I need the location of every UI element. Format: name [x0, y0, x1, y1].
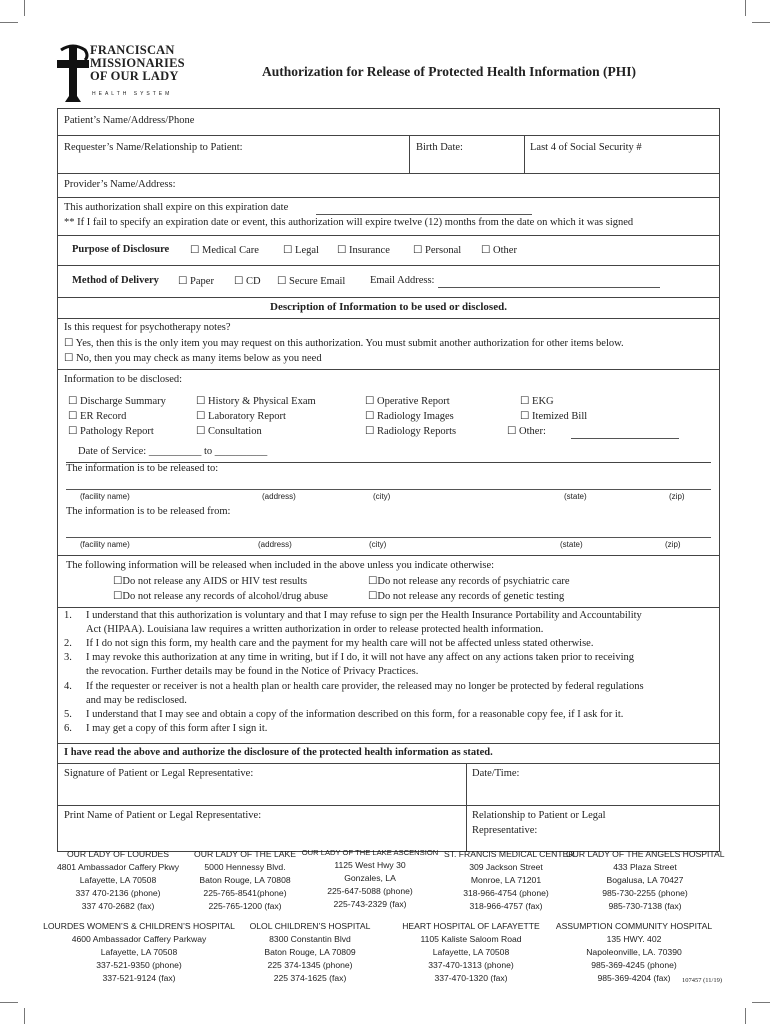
info-discharge-checkbox[interactable]: ☐ Discharge Summary [68, 396, 166, 407]
addr-field-label: (city) [369, 540, 387, 549]
location-lourdes [48, 848, 188, 913]
location-line: 318-966-4757 (fax) [469, 901, 543, 911]
psych-question: Is this request for psychotherapy notes? [64, 322, 231, 333]
statement-number: 6. [64, 723, 72, 734]
location-line: 985-730-2255 (phone) [602, 888, 688, 898]
location-line: 985-369-4245 (phone) [591, 960, 677, 970]
info-option: Laboratory Report [208, 411, 286, 422]
location-line: 225 374-1625 (fax) [273, 973, 347, 983]
location-line: Lafayette, LA 70508 [79, 875, 157, 885]
location-line: 225-765-8541(phone) [203, 888, 287, 898]
location-line: 337 470-2682 (fax) [81, 901, 155, 911]
location-line: 225 374-1345 (phone) [267, 960, 353, 970]
location-name: OUR LADY OF LOURDES [66, 849, 170, 859]
addr-field-label: (facility name) [80, 492, 130, 501]
location-line: 309 Jackson Street [469, 862, 543, 872]
addr-field-label: (zip) [665, 540, 681, 549]
location-line: Lafayette, LA 70508 [100, 947, 178, 957]
location-line: 985-730-7138 (fax) [608, 901, 682, 911]
info-label: Information to be disclosed: [64, 374, 183, 385]
info-history-checkbox[interactable]: ☐ History & Physical Exam [196, 396, 316, 407]
addr-field-label: (city) [373, 492, 391, 501]
released-to-label: The information is to be released to: [66, 463, 219, 474]
info-other-field[interactable] [571, 438, 679, 439]
info-lab-checkbox[interactable]: ☐ Laboratory Report [196, 411, 286, 422]
description-heading: Description of Information to be used or disclosed. [270, 301, 507, 313]
datetime-label: Date/Time: [472, 768, 520, 779]
statement-line: I understand that this authorization is voluntary and that I may refuse to sign per the Health Insurance Portability and Accountability [86, 610, 642, 621]
expire-text: This authorization shall expire on this expiration date [64, 202, 289, 213]
info-consultation-checkbox[interactable]: ☐ Consultation [196, 426, 262, 437]
relationship-label: Representative: [472, 825, 538, 836]
location-lake [190, 848, 300, 913]
info-option: Operative Report [377, 396, 450, 407]
location-line: 1125 West Hwy 30 [334, 860, 406, 870]
read-statement: I have read the above and authorize the disclosure of the protected health information as stated. [64, 747, 493, 758]
patient-label: Patient’s Name/Address/Phone [64, 115, 195, 126]
relationship-label: Relationship to Patient or Legal [472, 810, 606, 821]
info-rad-images-checkbox[interactable]: ☐ Radiology Images [365, 411, 454, 422]
info-option: Radiology Images [377, 411, 454, 422]
form-code: 107457 (11/19) [682, 977, 723, 984]
location-name: LOURDES WOMEN’S & CHILDREN’S HOSPITAL [43, 921, 235, 931]
location-line: 135 HWY. 402 [606, 934, 662, 944]
location-line: 985-369-4204 (fax) [597, 973, 671, 983]
no-release-option: Do not release any records of psychiatric care [377, 576, 570, 587]
print-name-field[interactable] [64, 810, 261, 821]
released-from-field[interactable] [66, 537, 711, 538]
no-release-option: Do not release any AIDS or HIV test results [122, 576, 308, 587]
delivery-paper-checkbox[interactable]: ☐ Paper [178, 276, 214, 287]
info-option: History & Physical Exam [208, 396, 316, 407]
following-text: The following information will be released when included in the above unless you indicate otherwise: [66, 560, 495, 571]
info-operative-checkbox[interactable]: ☐ Operative Report [365, 396, 450, 407]
expire-date-field[interactable] [316, 214, 532, 215]
statement-line: I understand that I may see and obtain a copy of the information described on this form, for a reasonable copy fee, if I ask for it. [86, 709, 624, 720]
provider-label: Provider’s Name/Address: [64, 179, 176, 190]
location-st-francis [444, 848, 575, 913]
expire-note: ** If I fail to specify an expiration date or event, this authorization will expire twelve (12) months from the date on which it was signed [64, 217, 634, 228]
statement-line: the revocation. Further details may be found in the Notice of Privacy Practices. [86, 666, 419, 677]
location-name: OUR LADY OF THE LAKE ASCENSION [301, 848, 439, 857]
statement-number: 1. [64, 610, 72, 621]
psych-yes-checkbox[interactable]: ☐ Yes, then this is the only item you may request on this authorization. You must submit another authorization for other items below. [64, 338, 624, 349]
purpose-legal-checkbox[interactable]: ☐ Legal [283, 245, 319, 256]
signature-field[interactable] [64, 768, 253, 779]
location-name: OUR LADY OF THE LAKE [194, 849, 296, 859]
location-line: 5000 Hennessy Blvd. [204, 862, 286, 872]
purpose-other-checkbox[interactable]: ☐ Other [481, 245, 517, 256]
logo-line: OF OUR LADY [90, 69, 179, 83]
location-line: 318-966-4754 (phone) [463, 888, 549, 898]
info-bill-checkbox[interactable]: ☐ Itemized Bill [520, 411, 588, 422]
statement-line: I may get a copy of this form after I sign it. [86, 723, 268, 734]
location-lourdes-womens [42, 920, 236, 985]
location-name: OLOL CHILDREN’S HOSPITAL [249, 921, 371, 931]
location-name: HEART HOSPITAL OF LAFAYETTE [402, 921, 540, 931]
no-hiv-checkbox[interactable]: ☐Do not release any AIDS or HIV test results [113, 576, 308, 587]
released-to-field[interactable] [66, 489, 711, 490]
logo-line: FRANCISCAN [90, 43, 175, 57]
location-line: Monroe, LA 71201 [470, 875, 542, 885]
addr-field-label: (facility name) [80, 540, 130, 549]
purpose-option: Insurance [349, 245, 390, 256]
purpose-option: Medical Care [202, 245, 259, 256]
delivery-option: CD [246, 276, 261, 287]
released-from-label: The information is to be released from: [66, 506, 231, 517]
purpose-option: Personal [425, 245, 462, 256]
location-olol-childrens [238, 920, 382, 985]
info-option: Pathology Report [80, 426, 154, 437]
addr-field-label: (address) [262, 492, 296, 501]
psych-no-checkbox[interactable]: ☐ No, then you may check as many items below as you need [64, 353, 322, 364]
delivery-label: Method of Delivery [72, 275, 159, 286]
info-option: Consultation [208, 426, 262, 437]
no-alcohol-checkbox[interactable]: ☐Do not release any records of alcohol/drug abuse [113, 591, 328, 602]
no-release-option: Do not release any records of alcohol/drug abuse [122, 591, 328, 602]
location-assumption [552, 920, 716, 985]
statement-line: If I do not sign this form, my health care and the payment for my health care will not be affected unless stated otherwise. [86, 638, 594, 649]
location-line: Napoleonville, LA. 70390 [586, 947, 682, 957]
location-name: OUR LADY OF THE ANGELS HOSPITAL [566, 849, 725, 859]
location-line: 4600 Ambassador Caffery Parkway [71, 934, 207, 944]
no-psych-checkbox[interactable]: ☐Do not release any records of psychiatric care [368, 576, 570, 587]
info-option: EKG [532, 396, 554, 407]
location-line: 337-521-9350 (phone) [96, 960, 182, 970]
info-ekg-checkbox[interactable]: ☐ EKG [520, 396, 554, 407]
delivery-email-checkbox[interactable]: ☐ Secure Email [277, 276, 346, 287]
addr-field-label: (zip) [669, 492, 685, 501]
statement-number: 3. [64, 652, 72, 663]
location-angels [566, 848, 724, 913]
print-name-label: Print Name of Patient or Legal Representative: [64, 810, 262, 821]
datetime-field[interactable] [472, 768, 519, 779]
info-pathology-checkbox[interactable]: ☐ Pathology Report [68, 426, 154, 437]
psych-yes-text: Yes, then this is the only item you may request on this authorization. You must submit another authorization for other items below. [75, 338, 624, 349]
location-ascension [300, 846, 440, 911]
statement-number: 5. [64, 709, 72, 720]
info-option: Other: [519, 426, 546, 437]
location-line: Lafayette, LA 70508 [432, 947, 510, 957]
statement-line: If the requester or receiver is not a health plan or health care provider, the released may no longer be protected by federal regulations [86, 681, 644, 692]
location-line: Baton Rouge, LA 70809 [264, 947, 356, 957]
info-option: Radiology Reports [377, 426, 457, 437]
purpose-medical-checkbox[interactable]: ☐ Medical Care [190, 245, 259, 256]
location-line: 225-765-1200 (fax) [208, 901, 282, 911]
location-line: Bogalusa, LA 70427 [606, 875, 684, 885]
statement-line: I may revoke this authorization at any time in writing, but if I do, it will not have any affect on any actions taken prior to receiving [86, 652, 634, 663]
location-line: Gonzales, LA [344, 873, 396, 883]
location-line: 4801 Ambassador Caffery Pkwy [56, 862, 180, 872]
email-address-label: Email Address: [370, 275, 435, 286]
location-line: 337 470-2136 (phone) [75, 888, 161, 898]
statement-number: 2. [64, 638, 72, 649]
birth-date-label: Birth Date: [416, 142, 463, 153]
cross-logo-icon [55, 42, 91, 104]
location-line: 337-470-1313 (phone) [428, 960, 514, 970]
location-line: 8300 Constantin Blvd [269, 934, 351, 944]
requester-label: Requester’s Name/Relationship to Patient: [64, 142, 243, 153]
logo-subtitle: HEALTH SYSTEM [92, 91, 173, 97]
signature-label: Signature of Patient or Legal Representative: [64, 768, 254, 779]
addr-field-label: (state) [560, 540, 583, 549]
info-rad-reports-checkbox[interactable]: ☐ Radiology Reports [365, 426, 457, 437]
addr-field-label: (address) [258, 540, 292, 549]
addr-field-label: (state) [564, 492, 587, 501]
info-er-checkbox[interactable]: ☐ ER Record [68, 411, 127, 422]
location-line: 1105 Kaliste Saloom Road [420, 934, 522, 944]
location-line: 225-743-2329 (fax) [333, 899, 407, 909]
location-line: 337-521-9124 (fax) [102, 973, 176, 983]
location-name: ST. FRANCIS MEDICAL CENTER [444, 849, 575, 859]
delivery-option: Secure Email [289, 276, 346, 287]
ssn-label: Last 4 of Social Security # [530, 142, 642, 153]
form-title: Authorization for Release of Protected Health Information (PHI) [262, 64, 637, 79]
no-genetic-checkbox[interactable]: ☐Do not release any records of genetic testing [368, 591, 565, 602]
phi-form [57, 108, 720, 852]
psych-no-text: No, then you may check as many items below as you need [76, 353, 322, 364]
location-line: 225-647-5088 (phone) [327, 886, 413, 896]
purpose-label: Purpose of Disclosure [72, 244, 170, 255]
email-address-field[interactable] [438, 287, 660, 288]
purpose-personal-checkbox[interactable]: ☐ Personal [413, 245, 462, 256]
statement-line: Act (HIPAA). Louisiana law requires a written authorization in order to release protected health information. [86, 624, 544, 635]
logo-wordmark [90, 44, 185, 83]
statement-number: 4. [64, 681, 72, 692]
location-line: Baton Rouge, LA 70808 [199, 875, 291, 885]
info-option: ER Record [80, 411, 127, 422]
location-line: 337-470-1320 (fax) [434, 973, 508, 983]
purpose-insurance-checkbox[interactable]: ☐ Insurance [337, 245, 390, 256]
logo-line: MISSIONARIES [90, 56, 185, 70]
info-option: Itemized Bill [532, 411, 588, 422]
location-heart-hospital [396, 920, 546, 985]
purpose-option: Legal [295, 245, 319, 256]
date-of-service: Date of Service: __________ to __________ [78, 446, 268, 457]
delivery-cd-checkbox[interactable]: ☐ CD [234, 276, 261, 287]
info-option: Discharge Summary [80, 396, 166, 407]
no-release-option: Do not release any records of genetic testing [377, 591, 565, 602]
location-name: ASSUMPTION COMMUNITY HOSPITAL [555, 921, 713, 931]
location-line: 433 Plaza Street [613, 862, 677, 872]
statement-line: and may be redisclosed. [86, 695, 187, 706]
purpose-option: Other [493, 245, 517, 256]
relationship-field[interactable] [472, 810, 606, 821]
delivery-option: Paper [190, 276, 214, 287]
info-other-checkbox[interactable]: ☐ Other: [507, 426, 546, 437]
